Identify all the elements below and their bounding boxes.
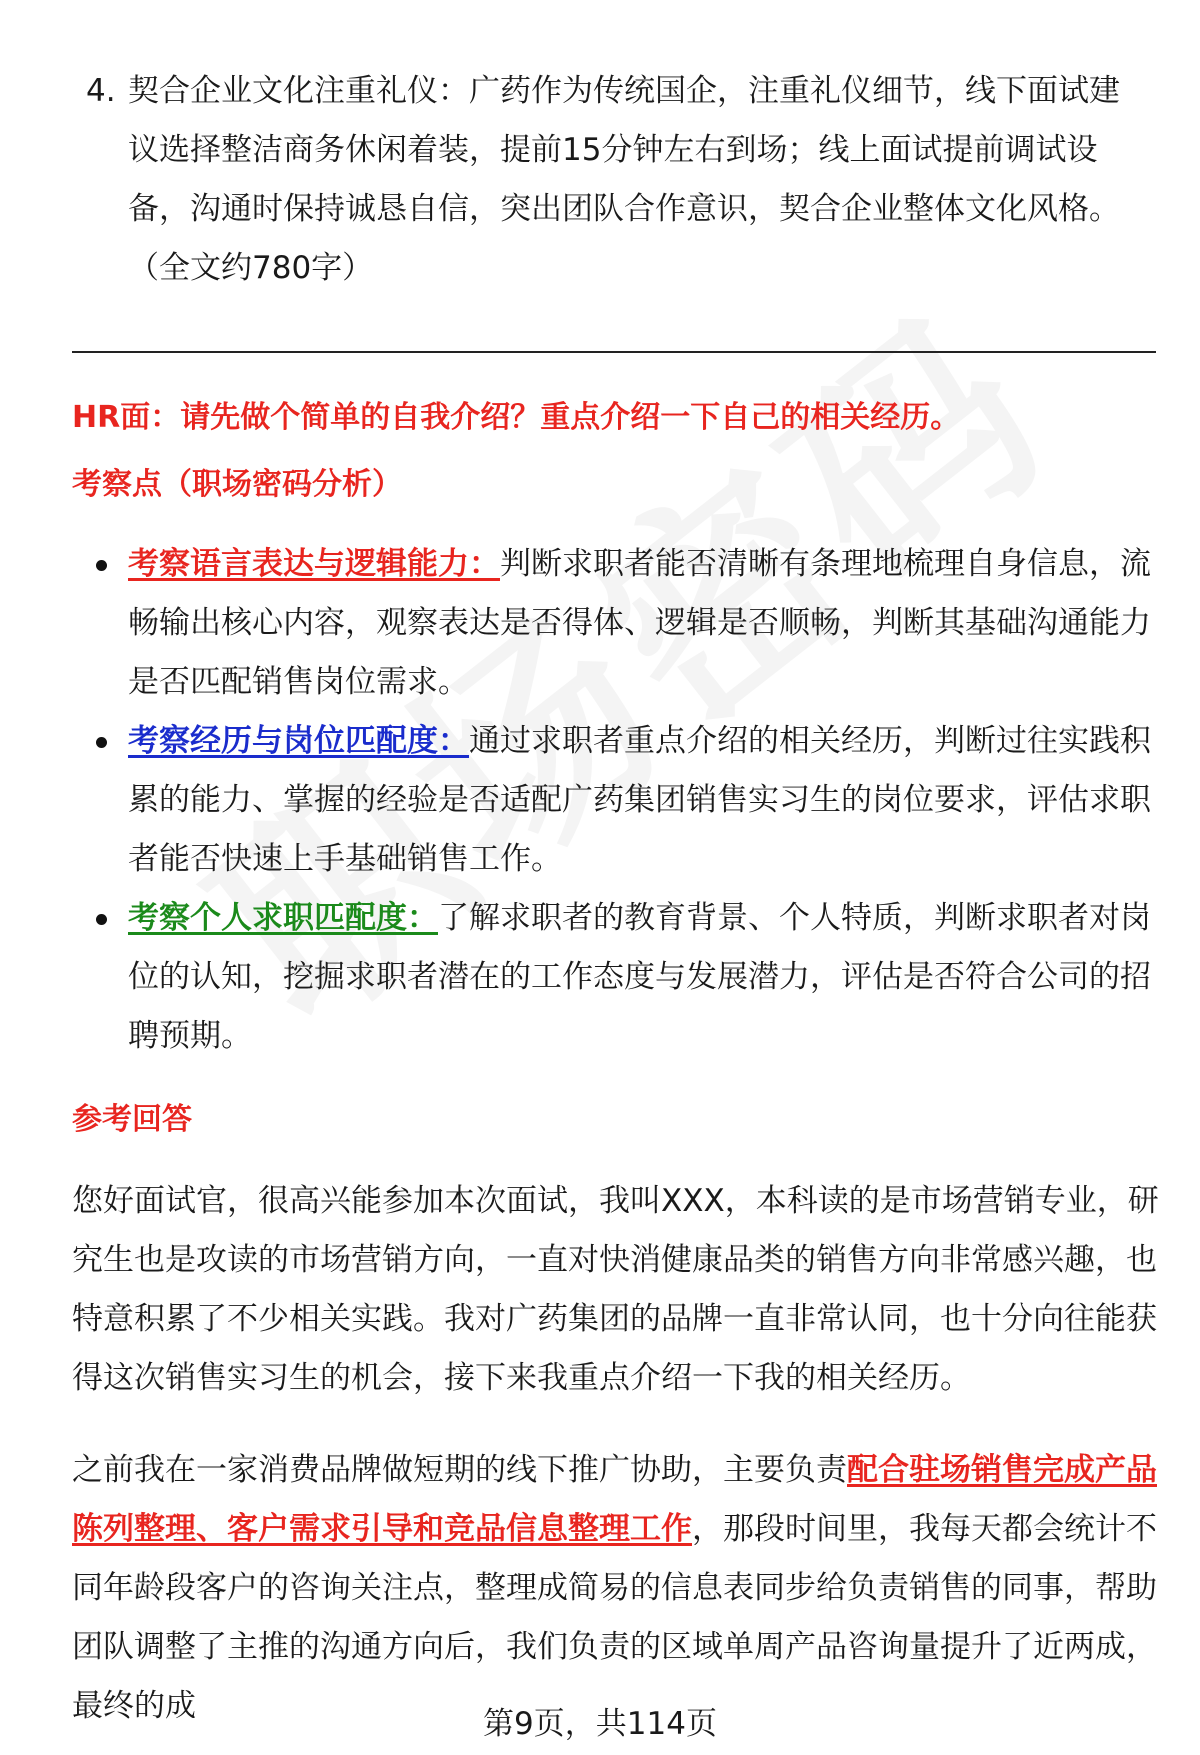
point-keyword: 考察个人求职匹配度： <box>128 900 438 936</box>
answer-highlight: 配合驻场销售完成产品陈列整理、客户需求引导和竞品信息整理工作 <box>72 1452 1157 1547</box>
answer-paragraph-1: 您好面试官，很高兴能参加本次面试，我叫XXX，本科读的是市场营销专业，研究生也是攻读的市场营销方向，一直对快消健康品类的销售方向非常感兴趣，也特意积累了不少相关实践。我对广药集团的品牌一直非常认同，也十分向往能获得这次销售实习生的机会，接下来我重点介绍一下我的相关经历。 <box>72 1183 1159 1396</box>
analysis-point <box>72 712 1162 889</box>
list-item-text: 契合企业文化注重礼仪：广药作为传统国企，注重礼仪细节，线下面试建议选择整洁商务休闲着装，提前15分钟左右到场；线上面试提前调试设备，沟通时保持诚恳自信，突出团队合作意识，契合企业整体文化风格。（全文约780字） <box>128 73 1120 286</box>
divider <box>72 351 1156 353</box>
answer-p2-after: ，那段时间里，我每天都会统计不同年龄段客户的咨询关注点，整理成简易的信息表同步给负责销售的同事，帮助团队调整了主推的沟通方向后，我们负责的区域单周产品咨询量提升了近两成，最终的成 <box>72 1511 1157 1724</box>
bullet-icon <box>96 560 107 571</box>
analysis-points <box>72 535 1162 1066</box>
answer-heading: 参考回答 <box>72 1102 192 1137</box>
answer-p2-before: 之前我在一家消费品牌做短期的线下推广协助，主要负责 <box>72 1452 847 1488</box>
bullet-icon <box>96 737 107 748</box>
question-heading: HR面：请先做个简单的自我介绍？重点介绍一下自己的相关经历。 <box>72 400 961 435</box>
answer-paragraph-2 <box>72 1441 1162 1736</box>
point-text: 通过求职者重点介绍的相关经历，判断过往实践积累的能力、掌握的经验是否适配广药集团销售实习生的岗位要求，评估求职者能否快速上手基础销售工作。 <box>128 723 1151 877</box>
point-keyword: 考察语言表达与逻辑能力： <box>128 546 500 582</box>
bullet-icon <box>96 914 107 925</box>
list-number: 4. <box>86 73 116 109</box>
analysis-point <box>72 889 1162 1066</box>
point-keyword: 考察经历与岗位匹配度： <box>128 723 469 759</box>
point-text: 判断求职者能否清晰有条理地梳理自身信息，流畅输出核心内容，观察表达是否得体、逻辑是否顺畅，判断其基础沟通能力是否匹配销售岗位需求。 <box>128 546 1151 700</box>
analysis-point <box>72 535 1162 712</box>
page-footer: 第9页，共114页 <box>483 1706 717 1742</box>
analysis-heading: 考察点（职场密码分析） <box>72 467 402 502</box>
point-text: 了解求职者的教育背景、个人特质，判断求职者对岗位的认知，挖掘求职者潜在的工作态度与发展潜力，评估是否符合公司的招聘预期。 <box>128 900 1151 1054</box>
